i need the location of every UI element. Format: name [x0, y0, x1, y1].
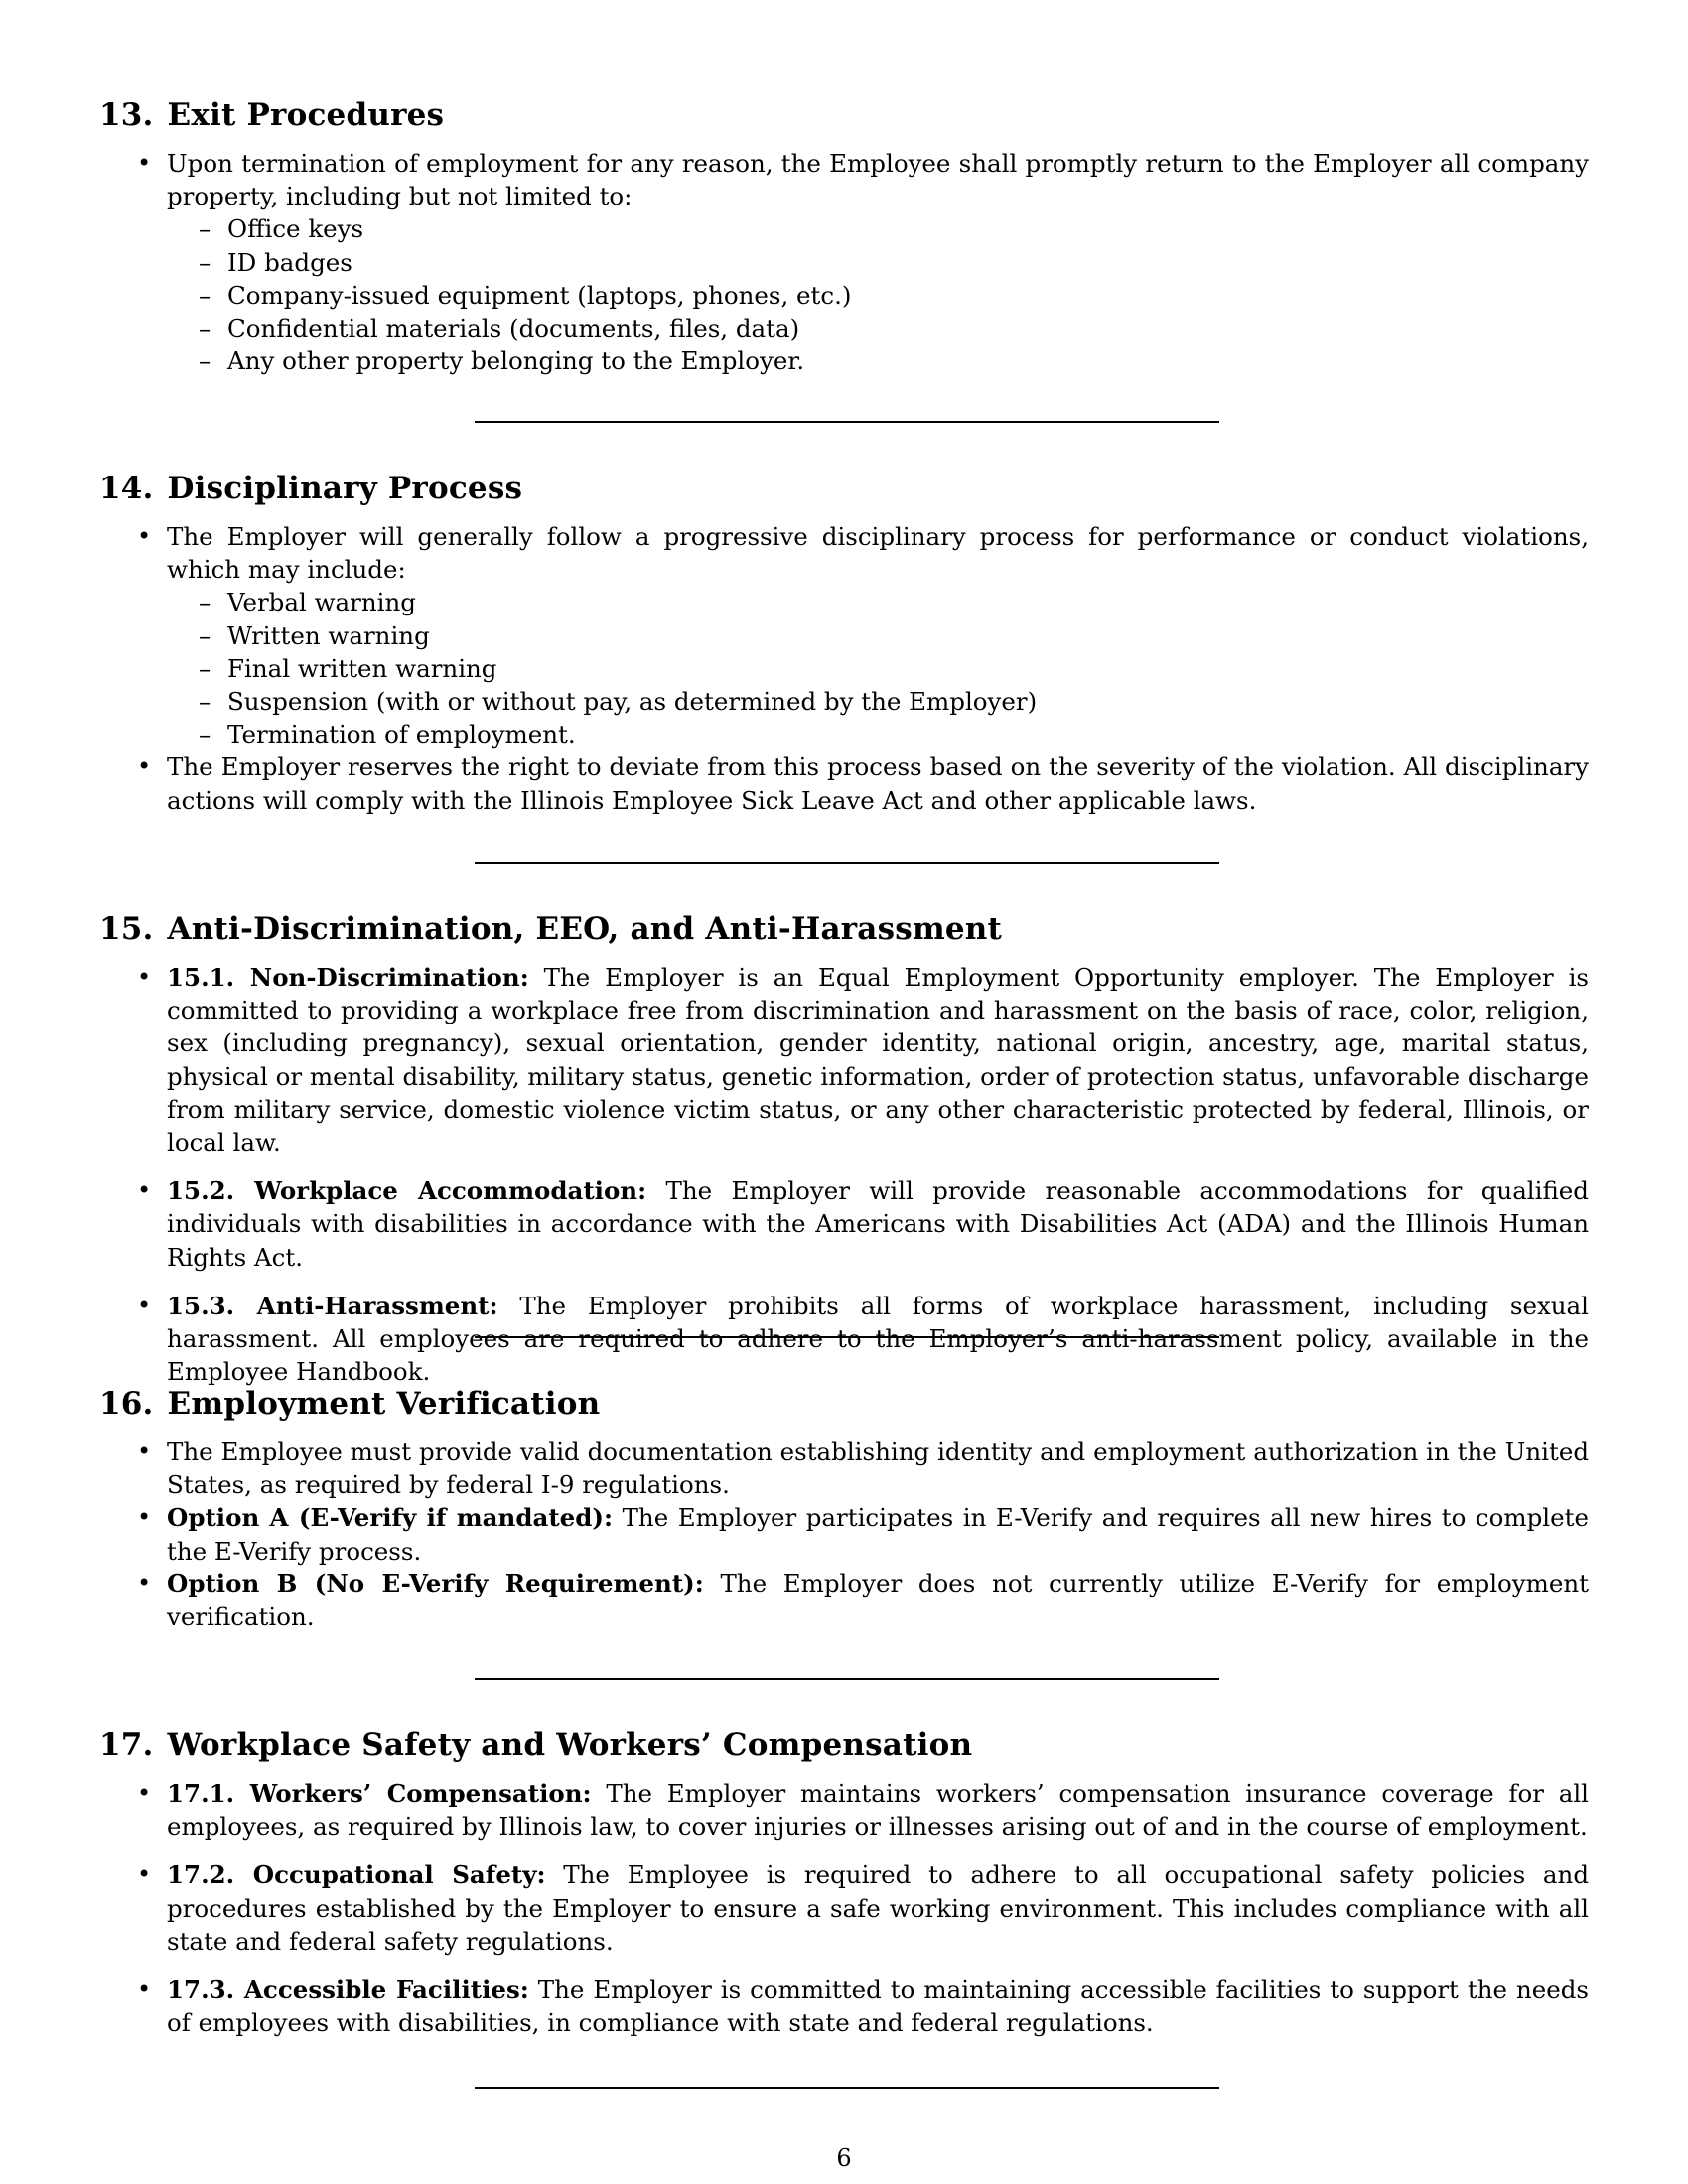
list-item: • 15.3. Anti-Harassment: The Employer prohibits all forms of workplace harassment, including sexual harassment. All employees are required to adhere to the Employer’s anti-harassment policy, available in the Employee Handbook. [99, 1290, 1589, 1389]
sub-list-item: – Termination of employment. [167, 718, 1589, 751]
bullet-list [99, 961, 1589, 1388]
sub-list-item: – Final written warning [167, 652, 1589, 685]
sub-list-item: – ID badges [167, 246, 1589, 279]
section-divider [475, 1336, 1219, 1338]
section-anti-discrimination [99, 909, 1589, 1404]
section-heading: 13. Exit Procedures [99, 97, 445, 133]
bullet-list [99, 1435, 1589, 1633]
sub-list-item: – Any other property belonging to the Employer. [167, 344, 1589, 377]
sub-list-item: – Verbal warning [167, 586, 1589, 618]
list-item: • The Employer reserves the right to deviate from this process based on the severity of the violation. All disciplinary actions will comply with the Illinois Employee Sick Leave Act and other applicable laws. [99, 751, 1589, 816]
list-item: • The Employee must provide valid documentation establishing identity and employment authorization in the United States, as required by federal I-9 regulations. [99, 1435, 1589, 1501]
section-heading: 16. Employment Verification [99, 1386, 601, 1422]
page-number: 6 [836, 2144, 852, 2172]
bullet-list [99, 147, 1589, 377]
section-heading: 15. Anti-Discrimination, EEO, and Anti-Harassment [99, 911, 1003, 947]
sub-list-item: – Suspension (with or without pay, as determined by the Employer) [167, 685, 1589, 718]
section-exit-procedures [99, 95, 1589, 377]
list-item: • Option A (E-Verify if mandated): The Employer participates in E-Verify and requires all new hires to complete the E-Verify process. [99, 1501, 1589, 1567]
sub-list-item: – Company-issued equipment (laptops, phones, etc.) [167, 279, 1589, 312]
list-item: • Option B (No E-Verify Requirement): The Employer does not currently utilize E-Verify for employment verification. [99, 1568, 1589, 1633]
list-item: • 15.2. Workplace Accommodation: The Employer will provide reasonable accommodations for qualified individuals with disabilities in accordance with the Americans with Disabilities Act (ADA) and the Illinois Human Rights Act. [99, 1174, 1589, 1274]
bullet-list [99, 1777, 1589, 2039]
section-divider [475, 2087, 1219, 2089]
section-divider [475, 421, 1219, 423]
list-item: • 17.1. Workers’ Compensation: The Employer maintains workers’ compensation insurance coverage for all employees, as required by Illinois law, to cover injuries or illnesses arising out of and in the course of employment. [99, 1777, 1589, 1843]
section-heading: 14. Disciplinary Process [99, 471, 523, 506]
list-item: • 17.3. Accessible Facilities: The Employer is committed to maintaining accessible facilities to support the needs of employees with disabilities, in compliance with state and federal regulations. [99, 1974, 1589, 2039]
section-divider [475, 862, 1219, 864]
section-divider [475, 1678, 1219, 1680]
section-employment-verification [99, 1384, 1589, 1633]
section-disciplinary-process [99, 469, 1589, 817]
section-workplace-safety [99, 1725, 1589, 2055]
list-item: • Upon termination of employment for any reason, the Employee shall promptly return to the Employer all company property, including but not limited to: – Office keys – ID badges – Company-issued equipment (laptops, phones, etc.) – Confidential materials (documents, files, data) – Any other property belonging to the Employer. [99, 147, 1589, 377]
bullet-list [99, 520, 1589, 817]
sub-list-item: – Confidential materials (documents, files, data) [167, 312, 1589, 344]
list-item: • The Employer will generally follow a progressive disciplinary process for performance or conduct violations, which may include: – Verbal warning – Written warning – Final written warning – Suspension (with or without pay, as determined by the Employer) – Termination of employment. [99, 520, 1589, 751]
sub-list [167, 586, 1589, 751]
sub-list-item: – Written warning [167, 619, 1589, 652]
section-heading: 17. Workplace Safety and Workers’ Compensation [99, 1727, 973, 1763]
list-item: • 15.1. Non-Discrimination: The Employer is an Equal Employment Opportunity employer. The Employer is committed to providing a workplace free from discrimination and harassment on the basis of race, color, religion, sex (including pregnancy), sexual orientation, gender identity, national origin, ancestry, age, marital status, physical or mental disability, military status, genetic information, order of protection status, unfavorable discharge from military service, domestic violence victim status, or any other characteristic protected by federal, Illinois, or local law. [99, 961, 1589, 1159]
list-item: • 17.2. Occupational Safety: The Employee is required to adhere to all occupational safety policies and procedures established by the Employer to ensure a safe working environment. This includes compliance with all state and federal safety regulations. [99, 1858, 1589, 1958]
sub-list-item: – Office keys [167, 212, 1589, 245]
sub-list [167, 212, 1589, 377]
